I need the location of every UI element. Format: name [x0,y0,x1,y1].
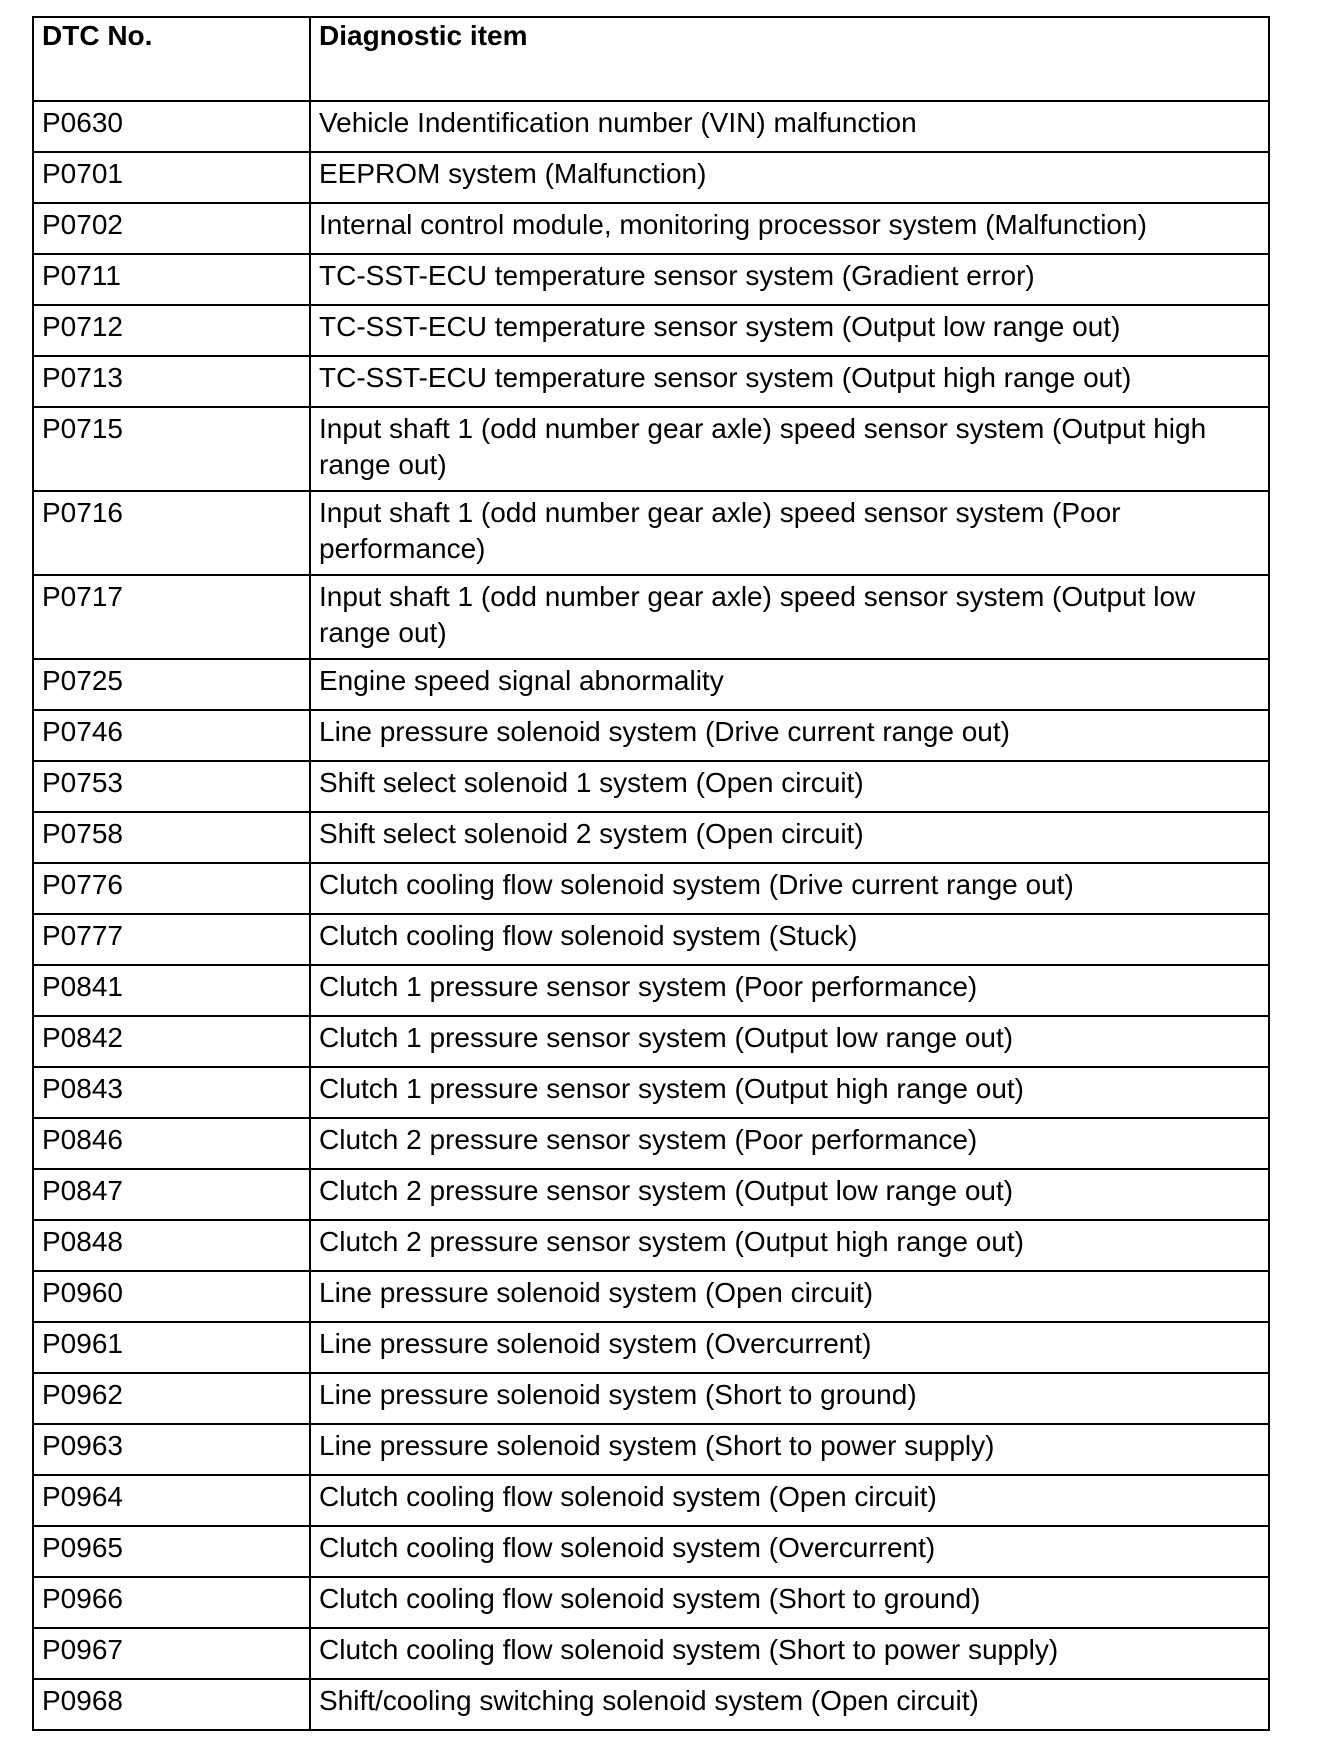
table-body [33,101,1269,1730]
table-row [33,914,1269,965]
dtc-code-cell: P0776 [33,863,310,914]
table-row [33,1220,1269,1271]
diagnostic-item-cell: Input shaft 1 (odd number gear axle) speed sensor system (Output high range out) [310,407,1269,491]
dtc-code-cell: P0968 [33,1679,310,1730]
dtc-code-cell: P0965 [33,1526,310,1577]
dtc-code-cell: P0712 [33,305,310,356]
header-diagnostic-item: Diagnostic item [310,17,1269,101]
table-row [33,152,1269,203]
diagnostic-item-cell: Shift select solenoid 1 system (Open circuit) [310,761,1269,812]
dtc-code-cell: P0713 [33,356,310,407]
diagnostic-item-cell: Clutch 2 pressure sensor system (Poor performance) [310,1118,1269,1169]
table-row [33,1169,1269,1220]
diagnostic-item-cell: Clutch cooling flow solenoid system (Drive current range out) [310,863,1269,914]
table-row [33,761,1269,812]
table-row [33,101,1269,152]
table-row [33,1577,1269,1628]
diagnostic-item-cell: Vehicle Indentification number (VIN) malfunction [310,101,1269,152]
diagnostic-item-cell: Shift/cooling switching solenoid system (Open circuit) [310,1679,1269,1730]
dtc-code-cell: P0717 [33,575,310,659]
dtc-code-cell: P0967 [33,1628,310,1679]
dtc-code-cell: P0961 [33,1322,310,1373]
dtc-code-cell: P0630 [33,101,310,152]
diagnostic-item-cell: Clutch 2 pressure sensor system (Output low range out) [310,1169,1269,1220]
table-row [33,407,1269,491]
diagnostic-item-cell: TC-SST-ECU temperature sensor system (Output low range out) [310,305,1269,356]
table-row [33,575,1269,659]
dtc-code-cell: P0725 [33,659,310,710]
dtc-code-cell: P0963 [33,1424,310,1475]
table-row [33,1679,1269,1730]
table-row [33,863,1269,914]
table-header-row [33,17,1269,101]
dtc-code-cell: P0846 [33,1118,310,1169]
diagnostic-item-cell: Clutch cooling flow solenoid system (Short to ground) [310,1577,1269,1628]
table-row [33,254,1269,305]
diagnostic-item-cell: Clutch 1 pressure sensor system (Output high range out) [310,1067,1269,1118]
dtc-code-cell: P0702 [33,203,310,254]
table-row [33,305,1269,356]
diagnostic-item-cell: Input shaft 1 (odd number gear axle) speed sensor system (Output low range out) [310,575,1269,659]
diagnostic-item-cell: Clutch cooling flow solenoid system (Stuck) [310,914,1269,965]
table-row [33,1373,1269,1424]
dtc-code-cell: P0843 [33,1067,310,1118]
table-row [33,1016,1269,1067]
header-dtc-no: DTC No. [33,17,310,101]
table-row [33,1322,1269,1373]
dtc-code-cell: P0777 [33,914,310,965]
table-row [33,1271,1269,1322]
table-row [33,812,1269,863]
dtc-code-cell: P0716 [33,491,310,575]
diagnostic-item-cell: Line pressure solenoid system (Overcurrent) [310,1322,1269,1373]
diagnostic-item-cell: TC-SST-ECU temperature sensor system (Gradient error) [310,254,1269,305]
table-row [33,491,1269,575]
diagnostic-item-cell: EEPROM system (Malfunction) [310,152,1269,203]
diagnostic-item-cell: Clutch 2 pressure sensor system (Output high range out) [310,1220,1269,1271]
dtc-code-cell: P0753 [33,761,310,812]
diagnostic-item-cell: Clutch cooling flow solenoid system (Short to power supply) [310,1628,1269,1679]
table-row [33,1628,1269,1679]
dtc-code-cell: P0746 [33,710,310,761]
table-row [33,1424,1269,1475]
diagnostic-item-cell: Line pressure solenoid system (Short to power supply) [310,1424,1269,1475]
dtc-code-cell: P0842 [33,1016,310,1067]
dtc-code-cell: P0841 [33,965,310,1016]
diagnostic-item-cell: TC-SST-ECU temperature sensor system (Output high range out) [310,356,1269,407]
diagnostic-item-cell: Clutch cooling flow solenoid system (Overcurrent) [310,1526,1269,1577]
dtc-code-cell: P0847 [33,1169,310,1220]
table-row [33,356,1269,407]
diagnostic-item-cell: Clutch cooling flow solenoid system (Open circuit) [310,1475,1269,1526]
dtc-code-cell: P0964 [33,1475,310,1526]
dtc-code-cell: P0960 [33,1271,310,1322]
table-row [33,1067,1269,1118]
diagnostic-item-cell: Shift select solenoid 2 system (Open circuit) [310,812,1269,863]
table-row [33,1118,1269,1169]
table-row [33,1526,1269,1577]
dtc-code-cell: P0848 [33,1220,310,1271]
diagnostic-item-cell: Clutch 1 pressure sensor system (Output low range out) [310,1016,1269,1067]
dtc-code-cell: P0701 [33,152,310,203]
diagnostic-item-cell: Engine speed signal abnormality [310,659,1269,710]
diagnostic-item-cell: Line pressure solenoid system (Drive current range out) [310,710,1269,761]
dtc-code-cell: P0962 [33,1373,310,1424]
dtc-code-cell: P0715 [33,407,310,491]
dtc-code-cell: P0711 [33,254,310,305]
table-row [33,710,1269,761]
dtc-code-cell: P0966 [33,1577,310,1628]
table-row [33,203,1269,254]
table-row [33,965,1269,1016]
table-row [33,659,1269,710]
diagnostic-item-cell: Line pressure solenoid system (Open circuit) [310,1271,1269,1322]
diagnostic-item-cell: Line pressure solenoid system (Short to ground) [310,1373,1269,1424]
diagnostic-item-cell: Clutch 1 pressure sensor system (Poor performance) [310,965,1269,1016]
dtc-table [32,16,1270,1731]
diagnostic-item-cell: Input shaft 1 (odd number gear axle) speed sensor system (Poor performance) [310,491,1269,575]
table-row [33,1475,1269,1526]
dtc-code-cell: P0758 [33,812,310,863]
diagnostic-item-cell: Internal control module, monitoring processor system (Malfunction) [310,203,1269,254]
